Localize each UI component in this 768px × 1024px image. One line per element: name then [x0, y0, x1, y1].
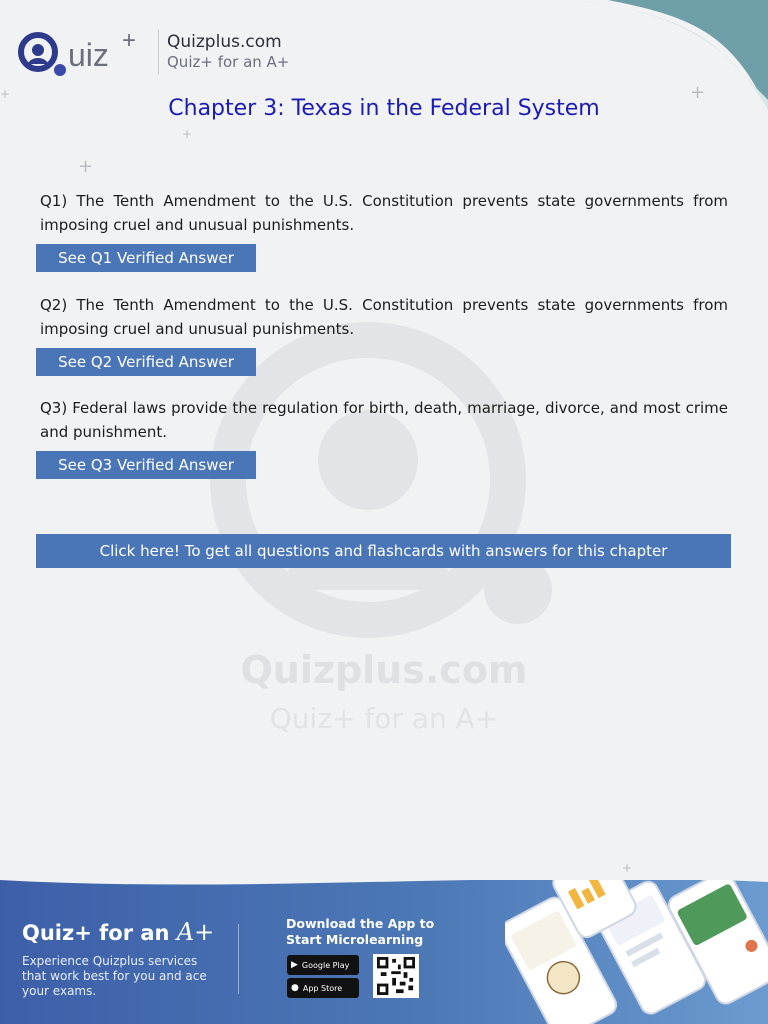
watermark-tagline: Quiz+ for an A+	[269, 702, 499, 735]
header-logo[interactable]	[16, 26, 289, 78]
sparkle-icon: +	[182, 127, 193, 141]
download-app-text: Download the App to Start Microlearning	[286, 916, 435, 947]
sparkle-icon: +	[690, 82, 706, 103]
app-phones-illustration	[505, 880, 768, 1024]
question-2-text: Q2) The Tenth Amendment to the U.S. Constitution prevents state governments from imposing cruel and unusual punishments.	[40, 296, 728, 338]
site-name: Quizplus.com	[167, 32, 282, 52]
question-3-text: Q3) Federal laws provide the regulation for birth, death, marriage, divorce, and most crime and punishment.	[40, 399, 728, 441]
footer-title-text: Quiz+ for an	[22, 921, 177, 945]
question-1-text: Q1) The Tenth Amendment to the U.S. Constitution prevents state governments from imposing cruel and unusual punishments.	[40, 192, 728, 234]
google-play-label: Google Play	[301, 960, 350, 970]
svg-text:uiz: uiz	[68, 37, 109, 73]
qr-code-icon[interactable]	[373, 954, 419, 998]
sparkle-icon: +	[622, 861, 633, 875]
app-store-label: App Store	[302, 983, 343, 993]
see-q2-answer-button[interactable]: See Q2 Verified Answer	[36, 348, 256, 376]
quiz-plus-logo-icon	[16, 26, 152, 78]
svg-text:+: +	[122, 27, 137, 54]
app-store-badge[interactable]	[287, 978, 359, 998]
footer-title-aplus: A+	[176, 918, 215, 946]
logo-divider	[158, 30, 159, 74]
footer-banner	[0, 880, 768, 1024]
get-all-questions-button[interactable]: Click here! To get all questions and flashcards with answers for this chapter	[36, 534, 731, 568]
see-q3-answer-button[interactable]: See Q3 Verified Answer	[36, 451, 256, 479]
footer-description: Experience Quizplus services that work best for you and ace your exams.	[22, 954, 207, 998]
apple-icon: ●	[291, 983, 299, 993]
google-play-badge[interactable]	[287, 955, 359, 975]
see-q1-answer-button[interactable]: See Q1 Verified Answer	[36, 244, 256, 272]
play-store-icon: ▶	[291, 960, 298, 970]
footer-divider	[238, 924, 239, 994]
sparkle-icon: +	[0, 87, 11, 101]
sparkle-icon: +	[78, 156, 94, 177]
footer-title	[22, 918, 214, 946]
site-tagline: Quiz+ for an A+	[167, 53, 290, 71]
watermark-site-name: Quizplus.com	[240, 648, 528, 692]
decorative-wave	[548, 0, 768, 110]
chapter-title: Chapter 3: Texas in the Federal System	[168, 96, 600, 121]
